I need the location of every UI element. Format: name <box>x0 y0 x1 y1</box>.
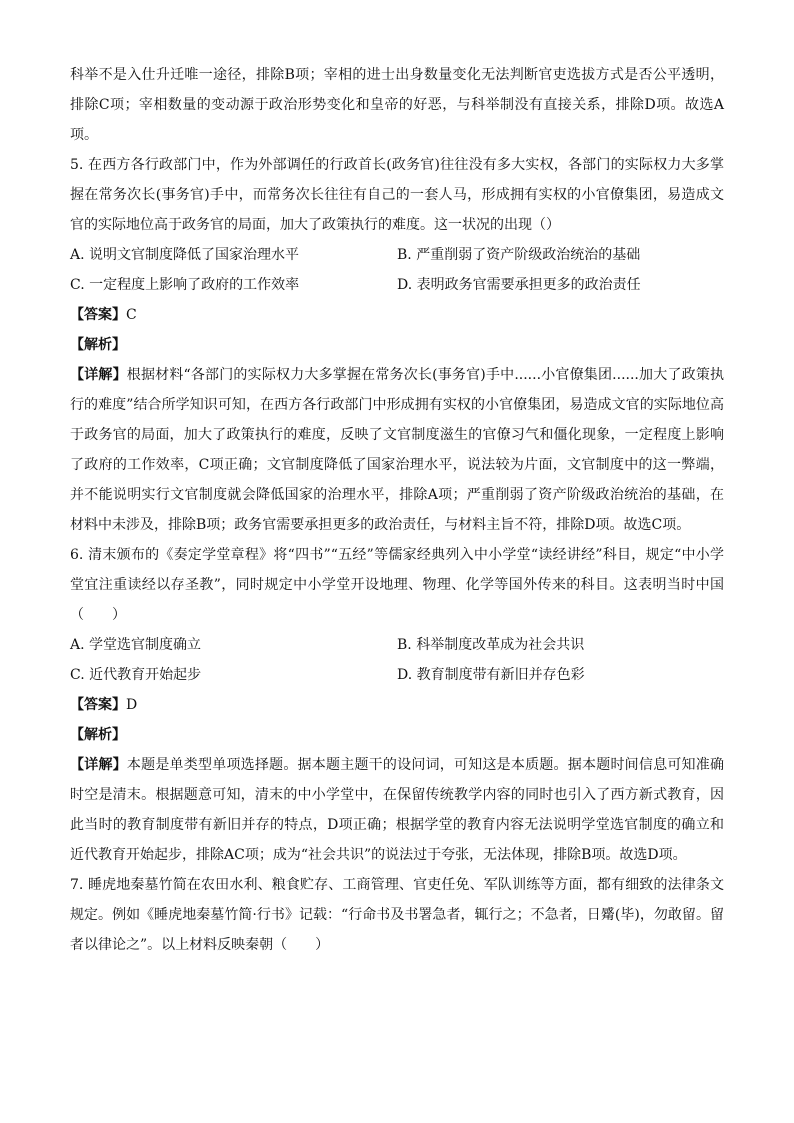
question-6 <box>70 540 724 870</box>
q5-option-a: A. 说明文官制度降低了国家治理水平 <box>70 247 300 263</box>
q6-analysis <box>70 720 724 750</box>
intro-paragraph: 科举不是入仕升迁唯一途径，排除B项；宰相的进士出身数量变化无法判断官吏选拔方式是否公平透明，排除C项；宰相数量的变动源于政治形势变化和皇帝的好恶，与科举制没有直接关系，排除D项。故选A项。 <box>70 67 724 143</box>
q5-analysis-tag: 【解析】 <box>70 337 126 353</box>
q5-detail-tag: 【详解】 <box>70 367 127 383</box>
q5-options-row-2 <box>70 270 724 300</box>
q6-stem: 6. 清末颁布的《奏定学堂章程》将“四书”“五经”等儒家经典列入中小学堂“读经讲经”科目，规定“中小学堂宜注重读经以存圣教”，同时规定中小学堂开设地理、物理、化学等国外传来的科目。这表明当时中国（ ） <box>70 547 724 623</box>
q5-option-b: B. 严重削弱了资产阶级政治统治的基础 <box>397 247 641 263</box>
q5-detail <box>70 360 724 540</box>
q6-option-d: D. 教育制度带有新旧并存色彩 <box>397 667 585 683</box>
q6-analysis-tag: 【解析】 <box>70 727 126 743</box>
q6-options-row-2 <box>70 660 724 690</box>
q7-stem: 7. 睡虎地秦墓竹简在农田水利、粮食贮存、工商管理、官吏任免、军队训练等方面，都有细致的法律条文规定。例如《睡虎地秦墓竹简·行书》记载：“行命书及书署急者，辄行之；不急者，日觱(毕)，勿敢留。留者以律论之”。以上材料反映秦朝（ ） <box>70 877 724 953</box>
q5-option-d: D. 表明政务官需要承担更多的政治责任 <box>397 277 641 293</box>
q6-answer-value: D <box>126 697 138 713</box>
q5-answer-tag: 【答案】 <box>70 307 126 323</box>
q6-detail-tag: 【详解】 <box>70 757 127 773</box>
document-page <box>70 60 724 960</box>
q5-options-row-1 <box>70 240 724 270</box>
q5-answer-value: C <box>126 307 137 323</box>
question-5 <box>70 150 724 540</box>
q5-analysis <box>70 330 724 360</box>
q5-detail-text: 根据材料“各部门的实际权力大多掌握在常务次长(事务官)手中......小官僚集团......加大了政策执行的难度”结合所学知识可知，在西方各行政部门中形成拥有实权的小官僚集团，易造成文官的实际地位高于政务官的局面，加大了政策执行的难度，反映了文官制度滋生的官僚习气和僵化现象，一定程度上影响了政府的工作效率，C项正确；文官制度降低了国家治理水平，说法较为片面，文官制度中的这一弊端，并不能说明实行文官制度就会降低国家的治理水平，排除A项；严重削弱了资产阶级政治统治的基础，在材料中未涉及，排除B项；政务官需要承担更多的政治责任，与材料主旨不符，排除D项。故选C项。 <box>70 367 725 533</box>
q6-detail-text: 本题是单类型单项选择题。据本题主题干的设问词，可知这是本质题。据本题时间信息可知准确时空是清末。根据题意可知，清末的中小学堂中，在保留传统教学内容的同时也引入了西方新式教育，因此当时的教育制度带有新旧并存的特点，D项正确；根据学堂的教育内容无法说明学堂选官制度的确立和近代教育开始起步，排除AC项；成为“社会共识”的说法过于夸张，无法体现，排除B项。故选D项。 <box>70 757 724 863</box>
q6-option-c: C. 近代教育开始起步 <box>70 667 202 683</box>
q6-option-b: B. 科举制度改革成为社会共识 <box>397 637 585 653</box>
q5-answer <box>70 300 724 330</box>
q6-option-a: A. 学堂选官制度确立 <box>70 637 202 653</box>
q6-answer-tag: 【答案】 <box>70 697 126 713</box>
q6-options-row-1 <box>70 630 724 660</box>
q5-stem: 5. 在西方各行政部门中，作为外部调任的行政首长(政务官)往往没有多大实权，各部门的实际权力大多掌握在常务次长(事务官)手中，而常务次长往往有自己的一套人马，形成拥有实权的小官僚集团，易造成文官的实际地位高于政务官的局面，加大了政策执行的难度。这一状况的出现（） <box>70 157 724 233</box>
question-7 <box>70 870 724 960</box>
q6-answer <box>70 690 724 720</box>
q6-detail <box>70 750 724 870</box>
q5-option-c: C. 一定程度上影响了政府的工作效率 <box>70 277 300 293</box>
